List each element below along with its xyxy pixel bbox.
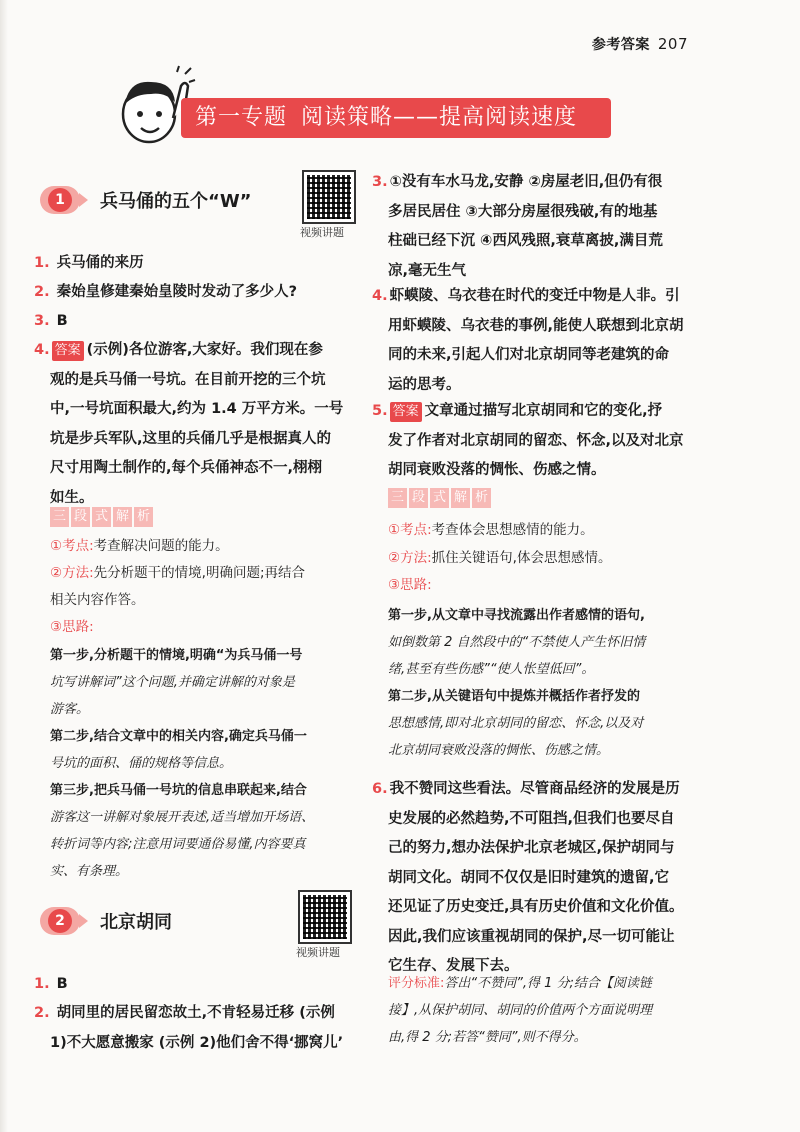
s2-a5-line: 文章通过描写北京胡同和它的变化,抒 <box>424 403 663 419</box>
s2-a6-line: 胡同文化。胡同不仅仅是旧时建筑的遗留,它 <box>388 869 670 886</box>
analysis-char: 解 <box>451 488 470 508</box>
analysis-char: 析 <box>134 507 153 527</box>
s2-answer-2: 2. 胡同里的居民留恋故土,不肯轻易迁移 (示例 1)不大愿意搬家 (示例 2)他们舍不得‘挪窝儿’ <box>34 999 374 1058</box>
s2-a3-line: ①没有车水马龙,安静 ②房屋老旧,但仍有很 <box>389 174 663 190</box>
answer-tag: 答案 <box>52 341 84 361</box>
s1-answer-1: 1. 兵马俑的来历 <box>34 255 144 271</box>
score-line: 由,得 2 分;若答“赞同”,则不得分。 <box>388 1030 587 1045</box>
silu-label: ③思路: <box>388 577 432 593</box>
analysis-char: 析 <box>472 488 491 508</box>
step-line: 第一步,从文章中寻找流露出作者感情的语句, <box>388 608 645 623</box>
section2-number: 2 <box>48 909 72 933</box>
step-line: 游客这一讲解对象展开表述,适当增加开场语、 <box>50 810 315 825</box>
section1-heading <box>40 186 252 214</box>
qr-caption: 视频讲题 <box>296 946 340 959</box>
s1-answer-3: 3. B <box>34 313 68 329</box>
s2-fangfa <box>388 545 611 572</box>
silu-label: ③思路: <box>50 619 94 635</box>
s1-a4-line: 尺寸用陶土制作的,每个兵俑神态不一,栩栩 <box>50 460 323 476</box>
s2-answer-3: 3. ①没有车水马龙,安静 ②房屋老旧,但仍有很 多居民居住 ③大部分房屋很残破,有的地基 柱础已经下沉 ④西风残照,衰草离披,满目荒 凉,毫无生气 <box>372 168 702 286</box>
s2-a4-line: 同的未来,引起人们对北京胡同等老建筑的命 <box>388 347 670 363</box>
fangfa-label: ②方法: <box>50 565 94 581</box>
qr-code-icon[interactable] <box>304 172 354 222</box>
s2-a6-line: 它生存、发展下去。 <box>388 958 519 974</box>
s1-a4-line: 如生。 <box>50 489 94 506</box>
step-line: 号坑的面积、俑的规格等信息。 <box>50 756 233 771</box>
analysis-char: 式 <box>430 488 449 508</box>
s2-a5-line: 胡同衰败没落的惆怅、伤感之情。 <box>388 462 606 478</box>
header-title: 参考答案 <box>591 37 650 53</box>
step-line: 绪,甚至有些伤感”“使人怅望低回”。 <box>388 662 595 677</box>
s2-kaodian <box>388 517 594 544</box>
page-header <box>592 34 688 54</box>
s2-answer-5: 5. 答案 文章通过描写北京胡同和它的变化,抒 发了作者对北京胡同的留恋、怀念,以及对北京 胡同衰败没落的惆怅、伤感之情。 <box>372 397 702 486</box>
s2-answer-1-text: B <box>56 976 68 992</box>
s2-a6-line: 还见证了历史变迁,具有历史价值和文化价值。 <box>388 899 684 915</box>
s1-answer-1-text: 兵马俑的来历 <box>56 255 144 271</box>
s1-answer-2-text: 秦始皇修建秦始皇陵时发动了多少人? <box>56 284 298 300</box>
step-line: 第一步,分析题干的情境,明确“为兵马俑一号 <box>50 648 303 663</box>
step-line: 坑写讲解词”这个问题,并确定讲解的对象是 <box>50 675 295 690</box>
s2-a2-line: 1)不大愿意搬家 (示例 2)他们舍不得‘挪窝儿’ <box>50 1034 344 1051</box>
analysis-char: 解 <box>113 507 132 527</box>
s1-a4-line: 中,一号坑面积最大,约为 1.4 万平方米。一号 <box>50 401 344 417</box>
fangfa-text: 相关内容作答。 <box>50 592 145 608</box>
step-line: 如倒数第 2 自然段中的“不禁使人产生怀旧情 <box>388 635 646 650</box>
s2-answer-4: 4. 虾蟆陵、乌衣巷在时代的变迁中物是人非。引 用虾蟆陵、乌衣巷的事例,能使人联想到北京胡 同的未来,引起人们对北京胡同等老建筑的命 运的思考。 <box>372 282 702 400</box>
fangfa-text: 抓住关键语句,体会思想感情。 <box>431 550 612 566</box>
s2-a4-line: 运的思考。 <box>388 376 461 393</box>
step-line: 转折词等内容;注意用词要通俗易懂,内容要真 <box>50 837 306 852</box>
page-edge <box>0 0 8 1132</box>
analysis-char: 段 <box>409 488 428 508</box>
kaodian-label: ①考点: <box>50 538 94 554</box>
fangfa-text: 先分析题干的情境,明确问题;再结合 <box>93 565 305 581</box>
s1-silu <box>50 614 94 641</box>
chapter-banner <box>181 98 611 138</box>
s2-answer-1: 1. B <box>34 976 68 992</box>
step-line: 第二步,结合文章中的相关内容,确定兵马俑一 <box>50 729 307 744</box>
section2-title: 北京胡同 <box>100 912 172 933</box>
kaodian-text: 考查解决问题的能力。 <box>93 538 229 554</box>
score-label: 评分标准: <box>388 976 445 991</box>
kaodian-label: ①考点: <box>388 522 432 538</box>
s2-a4-line: 用虾蟆陵、乌衣巷的事例,能使人联想到北京胡 <box>388 317 684 334</box>
s2-a4-line: 虾蟆陵、乌衣巷在时代的变迁中物是人非。引 <box>389 288 680 304</box>
s1-answer-3-text: B <box>56 313 68 329</box>
fangfa-label: ②方法: <box>388 550 432 566</box>
section2-heading <box>40 907 172 935</box>
s1-a4-line: 坑是步兵军队,这里的兵俑几乎是根据真人的 <box>50 430 332 447</box>
s2-a6-line: 史发展的必然趋势,不可阻挡,但我们也要尽自 <box>388 810 675 827</box>
analysis-char: 三 <box>50 507 69 527</box>
kaodian-text: 考查体会思想感情的能力。 <box>431 522 594 538</box>
step-line: 思想感情,即对北京胡同的留恋、怀念,以及对 <box>388 716 644 731</box>
score-criteria <box>388 970 718 1051</box>
s1-fangfa <box>50 560 364 614</box>
score-line: 接】,从保护胡同、胡同的价值两个方面说明理 <box>388 1003 653 1018</box>
score-line: 答出“不赞同”,得 1 分;结合【阅读链 <box>444 976 652 991</box>
s2-a2-line: 胡同里的居民留恋故土,不肯轻易迁移 (示例 <box>56 1005 335 1021</box>
s2-a6-line: 己的努力,想办法保护北京老城区,保护胡同与 <box>388 840 675 856</box>
s2-steps <box>388 602 718 764</box>
step-line: 实、有条理。 <box>50 864 129 879</box>
step-line: 游客。 <box>50 702 90 717</box>
s2-a6-line: 我不赞同这些看法。尽管商品经济的发展是历 <box>389 781 680 797</box>
analysis-char: 段 <box>71 507 90 527</box>
s2-answer-6: 6. 我不赞同这些看法。尽管商品经济的发展是历 史发展的必然趋势,不可阻挡,但我们也要尽自 己的努力,想办法保护北京老城区,保护胡同与 胡同文化。胡同不仅仅是旧时建筑的遗留,它 还见证了历史变迁,具有历史价值和文化价值。 因此,我们应该重视胡同的保护,尽一切可能让 它生存、发展下去。 <box>372 775 702 982</box>
section2-badge <box>40 907 80 935</box>
s2-silu <box>388 572 432 599</box>
s1-kaodian <box>50 533 229 560</box>
section1-badge <box>40 186 80 214</box>
page-number: 207 <box>657 35 688 53</box>
step-line: 第三步,把兵马俑一号坑的信息串联起来,结合 <box>50 783 307 798</box>
section1-title: 兵马俑的五个“W” <box>100 191 252 212</box>
step-line: 第二步,从关键语句中提炼并概括作者抒发的 <box>388 689 640 704</box>
s1-steps <box>50 642 370 885</box>
analysis-label <box>388 488 493 508</box>
qr-caption: 视频讲题 <box>300 226 344 239</box>
s1-a4-line: (示例)各位游客,大家好。我们现在参 <box>86 342 323 358</box>
step-line: 北京胡同衰败没落的惆怅、伤感之情。 <box>388 743 610 758</box>
s2-a6-line: 因此,我们应该重视胡同的保护,尽一切可能让 <box>388 928 675 945</box>
analysis-label <box>50 507 155 527</box>
section1-number: 1 <box>48 188 72 212</box>
banner-part2: 阅读策略——提高阅读速度 <box>301 105 578 130</box>
qr-code-icon[interactable] <box>300 892 350 942</box>
analysis-char: 式 <box>92 507 111 527</box>
analysis-char: 三 <box>388 488 407 508</box>
banner-part1: 第一专题 <box>195 105 288 130</box>
s2-a3-line: 柱础已经下沉 ④西风残照,衰草离披,满目荒 <box>388 233 663 249</box>
s1-a4-line: 观的是兵马俑一号坑。在目前开挖的三个坑 <box>50 371 326 388</box>
s1-answer-2: 2. 秦始皇修建秦始皇陵时发动了多少人? <box>34 284 298 300</box>
answer-tag: 答案 <box>390 402 422 422</box>
s1-answer-4: 4. 答案 (示例)各位游客,大家好。我们现在参 观的是兵马俑一号坑。在目前开挖的三个坑 中,一号坑面积最大,约为 1.4 万平方米。一号 坑是步兵军队,这里的兵俑几乎是根据真人的 尺寸用陶土制作的,每个兵俑神态不一,栩栩 如生。 <box>34 336 364 513</box>
s2-a5-line: 发了作者对北京胡同的留恋、怀念,以及对北京 <box>388 432 684 449</box>
s2-a3-line: 多居民居住 ③大部分房屋很残破,有的地基 <box>388 203 658 220</box>
s2-a3-line: 凉,毫无生气 <box>388 262 467 279</box>
